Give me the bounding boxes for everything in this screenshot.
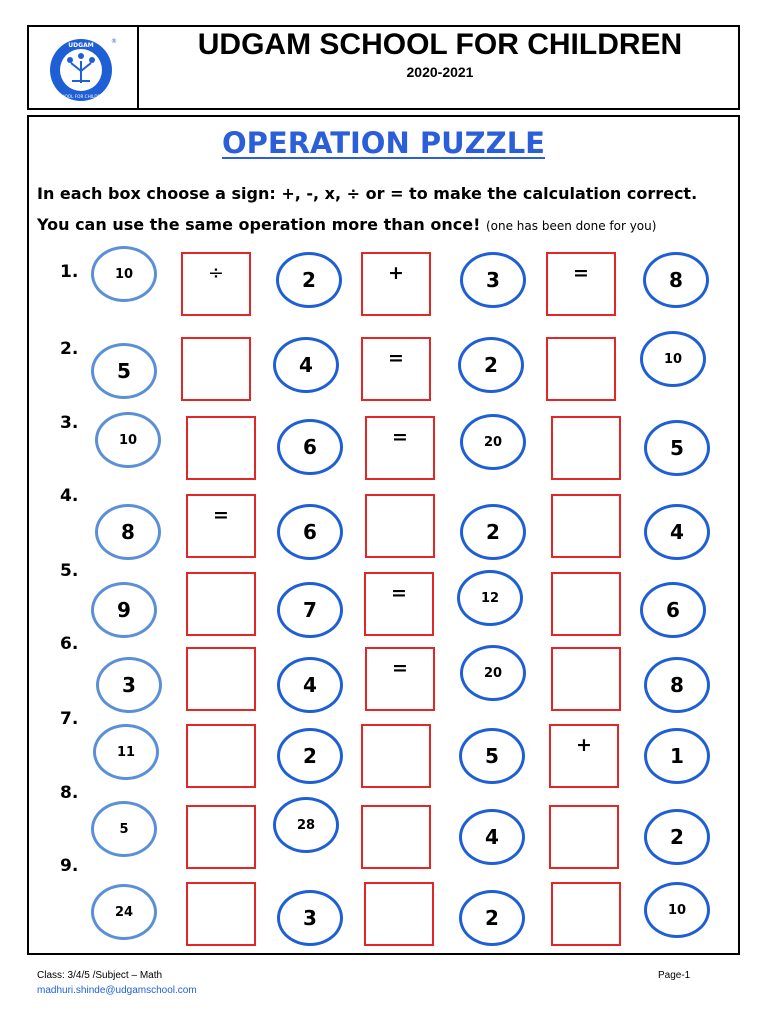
school-logo (46, 35, 118, 103)
operator-box[interactable] (365, 494, 435, 558)
number-circle: 6 (640, 582, 706, 638)
number-circle: 2 (277, 728, 343, 784)
number-circle: 7 (277, 582, 343, 638)
number-circle: 2 (644, 809, 710, 865)
instruction-note: (one has been done for you) (485, 219, 657, 233)
number-circle: 2 (276, 252, 342, 308)
operator-box[interactable]: = (361, 337, 431, 401)
number-circle: 8 (643, 252, 709, 308)
number-circle: 10 (95, 412, 161, 468)
number-circle: 4 (459, 809, 525, 865)
number-circle: 12 (457, 570, 523, 626)
operator-box[interactable] (361, 724, 431, 788)
number-circle: 4 (273, 337, 339, 393)
instruction-line-2-text: You can use the same operation more than once! (37, 215, 481, 234)
number-circle: 4 (277, 657, 343, 713)
school-name: UDGAM SCHOOL FOR CHILDREN (197, 28, 683, 61)
operator-box[interactable]: = (364, 572, 434, 636)
footer-class-subject: Class: 3/4/5 /Subject – Math (37, 970, 163, 981)
number-circle: 3 (96, 657, 162, 713)
footer-page-number: Page-1 (658, 970, 691, 981)
operator-box[interactable] (551, 572, 621, 636)
puzzle-number: 4. (60, 486, 79, 506)
operator-box[interactable] (186, 805, 256, 869)
number-circle: 10 (644, 882, 710, 938)
operator-box[interactable] (551, 882, 621, 946)
svg-text:®: ® (111, 38, 117, 45)
number-circle: 6 (277, 504, 343, 560)
operator-box[interactable] (186, 882, 256, 946)
operator-box[interactable] (361, 805, 431, 869)
operator-box[interactable]: + (361, 252, 431, 316)
puzzle-number: 6. (60, 634, 79, 654)
number-circle: 2 (460, 504, 526, 560)
header-divider (137, 25, 139, 110)
svg-text:UDGAM: UDGAM (68, 42, 94, 49)
number-circle: 3 (460, 252, 526, 308)
operator-box[interactable]: = (365, 647, 435, 711)
number-circle: 1 (644, 728, 710, 784)
number-circle: 3 (277, 890, 343, 946)
puzzle-number: 1. (60, 262, 79, 282)
number-circle: 6 (277, 419, 343, 475)
number-circle: 5 (91, 343, 157, 399)
instruction-line-2 (37, 215, 656, 234)
operator-box[interactable] (186, 416, 256, 480)
puzzle-number: 2. (60, 339, 79, 359)
operator-box[interactable]: + (549, 724, 619, 788)
number-circle: 20 (460, 645, 526, 701)
number-circle: 10 (91, 246, 157, 302)
operator-box[interactable] (546, 337, 616, 401)
number-circle: 2 (458, 337, 524, 393)
number-circle: 8 (644, 657, 710, 713)
number-circle: 11 (93, 724, 159, 780)
worksheet-title: OPERATION PUZZLE (222, 126, 545, 160)
puzzle-number: 8. (60, 783, 79, 803)
operator-box[interactable] (186, 647, 256, 711)
puzzle-number: 7. (60, 709, 79, 729)
puzzle-number: 9. (60, 856, 79, 876)
svg-text:SCHOOL FOR CHILDREN: SCHOOL FOR CHILDREN (55, 94, 107, 99)
number-circle: 20 (460, 414, 526, 470)
number-circle: 5 (91, 801, 157, 857)
academic-year: 2020-2021 (406, 64, 474, 80)
number-circle: 9 (91, 582, 157, 638)
number-circle: 8 (95, 504, 161, 560)
number-circle: 4 (644, 504, 710, 560)
operator-box[interactable] (186, 724, 256, 788)
operator-box[interactable] (551, 647, 621, 711)
operator-box[interactable] (186, 572, 256, 636)
operator-box[interactable] (549, 805, 619, 869)
operator-box[interactable]: = (365, 416, 435, 480)
operator-box[interactable] (181, 337, 251, 401)
operator-box[interactable]: = (186, 494, 256, 558)
number-circle: 2 (459, 890, 525, 946)
number-circle: 5 (644, 420, 710, 476)
number-circle: 24 (91, 884, 157, 940)
number-circle: 5 (459, 728, 525, 784)
operator-box[interactable] (364, 882, 434, 946)
instruction-line-1: In each box choose a sign: +, -, x, ÷ or = to make the calculation correct. (37, 184, 698, 203)
footer-email: madhuri.shinde@udgamschool.com (37, 985, 197, 996)
number-circle: 28 (273, 797, 339, 853)
operator-box[interactable] (551, 494, 621, 558)
puzzle-number: 3. (60, 413, 79, 433)
operator-box[interactable]: = (546, 252, 616, 316)
operator-box[interactable]: ÷ (181, 252, 251, 316)
number-circle: 10 (640, 331, 706, 387)
puzzle-number: 5. (60, 561, 79, 581)
operator-box[interactable] (551, 416, 621, 480)
